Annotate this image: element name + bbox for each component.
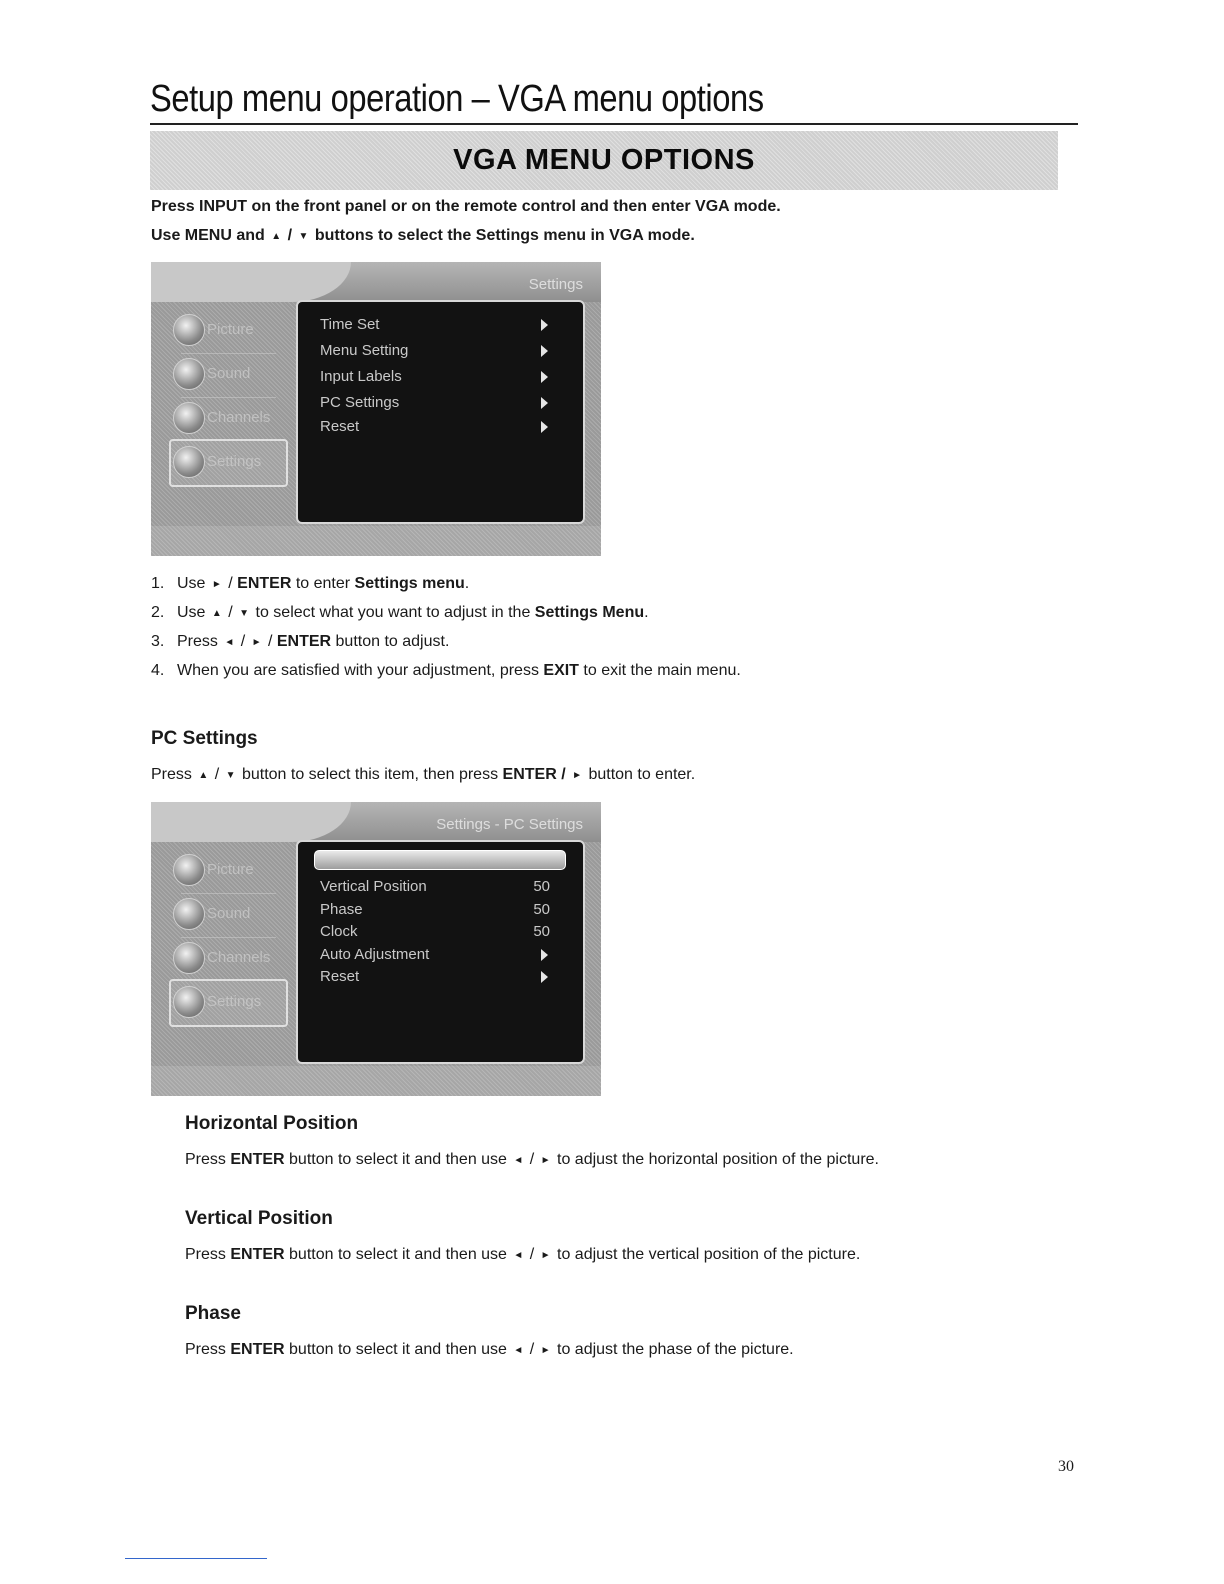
sidebar-item-sound: Sound — [173, 358, 291, 392]
text: . — [464, 575, 470, 592]
bold-text: ENTER — [230, 1341, 285, 1358]
channels-icon — [173, 402, 205, 434]
horizontal-position-text — [185, 1151, 879, 1169]
intro-line-2-post: buttons to select the Settings menu in VGA mode. — [314, 227, 695, 244]
settings-icon — [173, 446, 205, 478]
text: to select what you want to adjust in the — [251, 604, 535, 621]
text: / — [210, 766, 224, 783]
text: / — [263, 633, 277, 650]
horizontal-position-heading: Horizontal Position — [185, 1113, 359, 1134]
right-arrow-icon — [541, 319, 548, 331]
text: Press — [185, 1246, 231, 1263]
pc-settings-instruction — [151, 766, 695, 784]
arrow-icon: ◄ — [513, 1250, 524, 1261]
text: Use — [177, 575, 210, 592]
step-number: 2. — [151, 604, 165, 621]
down-arrow-icon: ▼ — [298, 231, 309, 242]
settings-icon — [173, 986, 205, 1018]
sidebar-item-picture: Picture — [173, 854, 291, 888]
footer-rule — [125, 1558, 267, 1559]
text: button to select it and then use — [284, 1246, 512, 1263]
arrow-icon: ► — [540, 1250, 551, 1261]
page-number: 30 — [1058, 1458, 1074, 1475]
arrow-icon: ◄ — [513, 1155, 524, 1166]
text: button to adjust. — [331, 633, 450, 650]
text: Press — [185, 1151, 231, 1168]
text: to adjust the vertical position of the picture. — [552, 1246, 861, 1263]
right-arrow-icon — [541, 971, 548, 983]
menu-item-auto-adjustment: Auto Adjustment — [320, 946, 550, 963]
phase-heading: Phase — [185, 1303, 241, 1324]
arrow-icon: ► — [251, 637, 262, 648]
menu-item-pc-settings: PC Settings — [320, 394, 550, 411]
sound-icon — [173, 898, 205, 930]
text: Press — [177, 633, 223, 650]
bold-text: Settings menu — [354, 575, 465, 592]
step-number: 1. — [151, 575, 165, 592]
right-arrow-icon — [541, 345, 548, 357]
pc-settings-heading: PC Settings — [151, 728, 258, 749]
text: / — [223, 575, 238, 592]
text: / — [525, 1151, 539, 1168]
menu-item-phase: Phase 50 — [320, 901, 550, 918]
right-arrow-icon — [541, 421, 548, 433]
menu-item-menu-setting: Menu Setting — [320, 342, 550, 359]
text: When you are satisfied with your adjustment, press — [177, 662, 544, 679]
selected-item-highlight — [314, 850, 566, 870]
intro-line-2 — [151, 227, 695, 245]
menu-panel — [296, 300, 585, 524]
right-arrow-icon — [541, 371, 548, 383]
bold-text: ENTER — [230, 1151, 285, 1168]
step-2 — [151, 604, 649, 622]
bold-text: ENTER / — [502, 766, 571, 783]
step-4 — [151, 662, 741, 680]
menu-breadcrumb: Settings - PC Settings — [436, 816, 583, 833]
sidebar-item-sound: Sound — [173, 898, 291, 932]
right-arrow-icon — [541, 397, 548, 409]
vertical-position-heading: Vertical Position — [185, 1208, 333, 1229]
text: to enter — [291, 575, 355, 592]
arrow-icon: ◄ — [513, 1345, 524, 1356]
sidebar-item-settings: Settings — [173, 446, 291, 480]
picture-icon — [173, 314, 205, 346]
arrow-icon: ► — [540, 1155, 551, 1166]
text: to adjust the phase of the picture. — [552, 1341, 794, 1358]
text: / — [236, 633, 250, 650]
menu-item-time-set: Time Set — [320, 316, 550, 333]
text: / — [525, 1341, 539, 1358]
text: / — [525, 1246, 539, 1263]
sidebar-item-settings: Settings — [173, 986, 291, 1020]
menu-item-reset: Reset — [320, 968, 550, 985]
up-arrow-icon: ▲ — [271, 231, 282, 242]
intro-line-2-pre: Use MENU and — [151, 227, 265, 244]
arrow-icon: ▲ — [198, 770, 209, 781]
arrow-icon: ◄ — [224, 637, 235, 648]
menu-item-reset: Reset — [320, 418, 550, 435]
sidebar-item-picture: Picture — [173, 314, 291, 348]
bold-text: Settings Menu — [534, 604, 645, 621]
bold-text: EXIT — [543, 662, 579, 679]
text: Press — [185, 1341, 231, 1358]
step-number: 4. — [151, 662, 165, 679]
menu-breadcrumb: Settings — [528, 276, 583, 293]
settings-menu-screenshot — [151, 262, 601, 556]
bold-text: ENTER — [276, 633, 332, 650]
step-number: 3. — [151, 633, 165, 650]
pc-settings-menu-screenshot — [151, 802, 601, 1096]
text: to adjust the horizontal position of the picture. — [552, 1151, 879, 1168]
text: button to enter. — [584, 766, 696, 783]
step-3 — [151, 633, 449, 651]
title-rule — [150, 123, 1078, 125]
section-banner — [150, 131, 1058, 190]
text: button to select it and then use — [284, 1341, 512, 1358]
right-arrow-icon — [541, 949, 548, 961]
arrow-icon: ▼ — [239, 608, 250, 619]
intro-line-1: Press INPUT on the front panel or on the remote control and then enter VGA mode. — [151, 198, 781, 215]
intro-line-2-slash: / — [287, 227, 293, 244]
menu-item-vertical-position: Vertical Position 50 — [320, 878, 550, 895]
phase-text — [185, 1341, 794, 1359]
menu-panel — [296, 840, 585, 1064]
arrow-icon: ► — [211, 579, 222, 590]
step-1 — [151, 575, 469, 593]
sidebar-item-channels: Channels — [173, 402, 291, 436]
text: button to select this item, then press — [237, 766, 503, 783]
text: / — [223, 604, 238, 621]
menu-item-input-labels: Input Labels — [320, 368, 550, 385]
text: Use — [177, 604, 210, 621]
banner-text: VGA MENU OPTIONS — [453, 144, 755, 176]
bold-text: ENTER — [237, 575, 292, 592]
menu-item-clock: Clock 50 — [320, 923, 550, 940]
text: Press — [151, 766, 197, 783]
sound-icon — [173, 358, 205, 390]
arrow-icon: ▲ — [211, 608, 222, 619]
text: to exit the main menu. — [578, 662, 741, 679]
text: button to select it and then use — [284, 1151, 512, 1168]
sidebar-item-channels: Channels — [173, 942, 291, 976]
picture-icon — [173, 854, 205, 886]
page-title: Setup menu operation – VGA menu options — [150, 78, 764, 120]
arrow-icon: ▼ — [225, 770, 236, 781]
arrow-icon: ► — [540, 1345, 551, 1356]
bold-text: ENTER — [230, 1246, 285, 1263]
vertical-position-text — [185, 1246, 860, 1264]
channels-icon — [173, 942, 205, 974]
arrow-icon: ► — [572, 770, 582, 781]
text: . — [644, 604, 649, 621]
